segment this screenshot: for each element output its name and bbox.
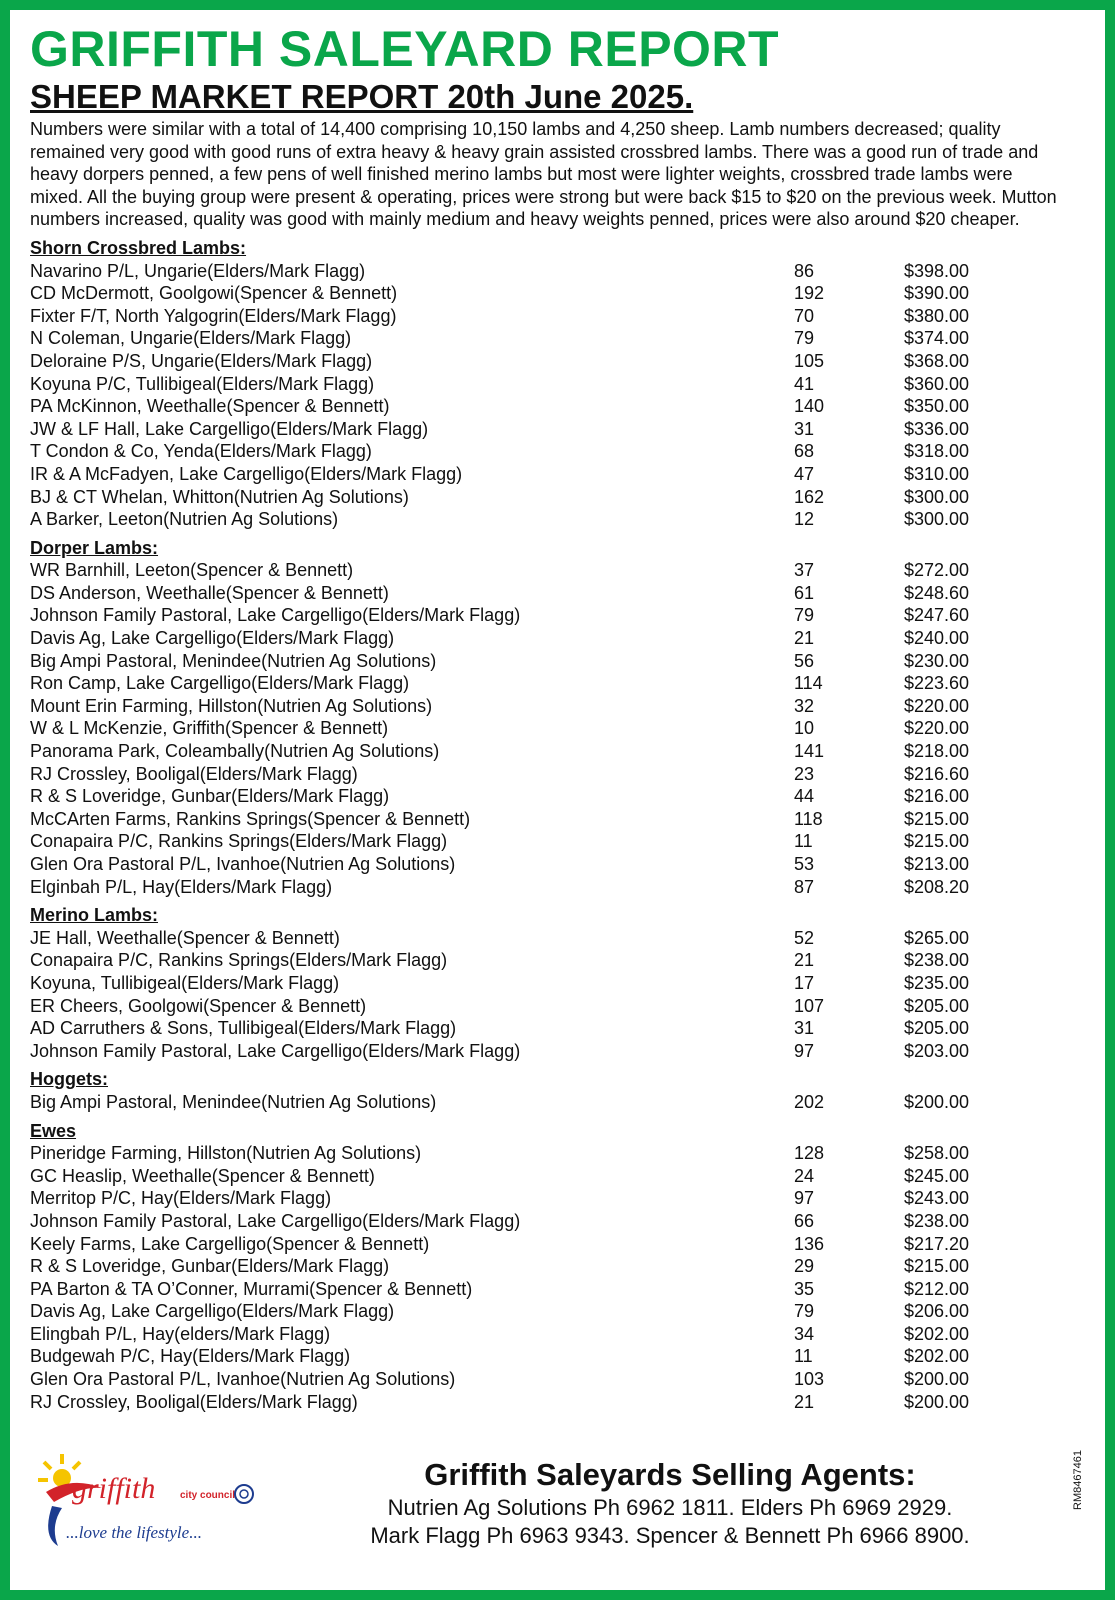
g-stroke-shape — [48, 1506, 62, 1546]
result-row — [30, 1165, 1090, 1188]
head-count: 79 — [794, 605, 815, 626]
result-row — [30, 418, 1090, 441]
head-count: 114 — [794, 673, 823, 694]
head-count: 31 — [794, 1018, 815, 1039]
vendor-name: Koyuna P/C, Tullibigeal(Elders/Mark Flagg) — [30, 373, 375, 394]
report-subtitle: SHEEP MARKET REPORT 20th June 2025. — [30, 78, 694, 115]
vendor-name: Keely Farms, Lake Cargelligo(Spencer & Bennett) — [30, 1233, 430, 1254]
result-row — [30, 305, 1090, 328]
head-count: 31 — [794, 418, 815, 439]
report-title: GRIFFITH SALEYARD REPORT — [30, 21, 780, 77]
price: $336.00 — [904, 418, 970, 439]
price: $223.60 — [904, 673, 970, 694]
price: $247.60 — [904, 605, 970, 626]
head-count: 34 — [794, 1323, 815, 1344]
report-body — [30, 20, 1090, 1413]
head-count: 24 — [794, 1165, 815, 1186]
price: $230.00 — [904, 650, 970, 671]
head-count: 66 — [794, 1210, 815, 1231]
vendor-name: RJ Crossley, Booligal(Elders/Mark Flagg) — [30, 763, 358, 784]
price: $208.20 — [904, 876, 970, 897]
result-row — [30, 260, 1090, 283]
head-count: 10 — [794, 718, 815, 739]
price: $272.00 — [904, 560, 970, 581]
head-count: 79 — [794, 328, 815, 349]
head-count: 68 — [794, 441, 815, 462]
vendor-name: R & S Loveridge, Gunbar(Elders/Mark Flagg) — [30, 786, 390, 807]
head-count: 52 — [794, 927, 815, 948]
result-row — [30, 1323, 1090, 1346]
result-row — [30, 604, 1090, 627]
logo-graphic — [32, 1446, 262, 1556]
section-title: Merino Lambs: — [30, 905, 159, 926]
vendor-name: JW & LF Hall, Lake Cargelligo(Elders/Mark Flagg) — [30, 418, 429, 439]
selling-agents — [300, 1456, 1040, 1550]
result-row — [30, 1017, 1090, 1040]
head-count: 118 — [794, 808, 823, 829]
result-row — [30, 1255, 1090, 1278]
head-count: 37 — [794, 560, 815, 581]
vendor-name: BJ & CT Whelan, Whitton(Nutrien Ag Solutions) — [30, 486, 409, 507]
price: $368.00 — [904, 350, 970, 371]
agents-contacts-line-1: Nutrien Ag Solutions Ph 6962 1811. Elders Ph 6969 2929. — [387, 1495, 953, 1520]
vendor-name: Elingbah P/L, Hay(elders/Mark Flagg) — [30, 1323, 331, 1344]
vendor-name: JE Hall, Weethalle(Spencer & Bennett) — [30, 927, 340, 948]
section-title: Ewes — [30, 1120, 77, 1141]
head-count: 17 — [794, 972, 815, 993]
result-row — [30, 373, 1090, 396]
logo-wordmark: griffith — [72, 1472, 156, 1505]
vendor-name: Panorama Park, Coleambally(Nutrien Ag Solutions) — [30, 741, 440, 762]
head-count: 192 — [794, 283, 825, 304]
result-row — [30, 350, 1090, 373]
result-row — [30, 559, 1090, 582]
price: $203.00 — [904, 1040, 970, 1061]
emblem-icon — [235, 1485, 253, 1503]
result-row — [30, 508, 1090, 531]
result-row — [30, 763, 1090, 786]
section — [30, 1120, 1090, 1414]
agents-contacts-line-2: Mark Flagg Ph 6963 9343. Spencer & Bennett Ph 6966 8900. — [370, 1523, 970, 1548]
price: $220.00 — [904, 695, 970, 716]
head-count: 21 — [794, 628, 815, 649]
result-row — [30, 853, 1090, 876]
price: $390.00 — [904, 283, 970, 304]
price: $300.00 — [904, 509, 970, 530]
vendor-name: Fixter F/T, North Yalgogrin(Elders/Mark Flagg) — [30, 305, 397, 326]
price: $206.00 — [904, 1301, 970, 1322]
head-count: 79 — [794, 1301, 815, 1322]
vendor-name: Davis Ag, Lake Cargelligo(Elders/Mark Flagg) — [30, 1301, 395, 1322]
price: $217.20 — [904, 1233, 970, 1254]
market-summary: Numbers were similar with a total of 14,400 comprising 10,150 lambs and 4,250 sheep. Lamb numbers decreased; quality remained very good with good runs of extra heavy & heavy grain assisted crossbred lambs. There was a good run of trade and heavy dorpers penned, a few pens of well finished merino lambs but most were lighter weights, crossbred trade lambs were mixed. All the buying group were present & operating, prices were strong but were back $15 to $20 on the previous week. Mutton numbers increased, quality was good with mainly medium and heavy weights penned, prices were also around $20 cheaper. — [30, 119, 1057, 230]
price: $200.00 — [904, 1369, 970, 1390]
head-count: 97 — [794, 1040, 815, 1061]
price: $216.00 — [904, 786, 970, 807]
vendor-name: IR & A McFadyen, Lake Cargelligo(Elders/Mark Flagg) — [30, 463, 463, 484]
vendor-name: Budgewah P/C, Hay(Elders/Mark Flagg) — [30, 1346, 351, 1367]
vendor-name: Koyuna, Tullibigeal(Elders/Mark Flagg) — [30, 972, 340, 993]
vendor-name: Johnson Family Pastoral, Lake Cargelligo(Elders/Mark Flagg) — [30, 605, 521, 626]
head-count: 86 — [794, 260, 815, 281]
head-count: 44 — [794, 786, 815, 807]
vendor-name: Big Ampi Pastoral, Menindee(Nutrien Ag Solutions) — [30, 1091, 437, 1112]
price: $205.00 — [904, 995, 970, 1016]
head-count: 140 — [794, 396, 825, 417]
vendor-name: GC Heaslip, Weethalle(Spencer & Bennett) — [30, 1165, 375, 1186]
vendor-name: WR Barnhill, Leeton(Spencer & Bennett) — [30, 560, 354, 581]
head-count: 47 — [794, 463, 815, 484]
result-row — [30, 785, 1090, 808]
price: $200.00 — [904, 1091, 970, 1112]
head-count: 11 — [794, 1346, 813, 1367]
griffith-city-council-logo — [32, 1446, 262, 1556]
head-count: 162 — [794, 486, 825, 507]
section — [30, 237, 1090, 531]
head-count: 12 — [794, 509, 815, 530]
result-row — [30, 876, 1090, 899]
price: $218.00 — [904, 741, 970, 762]
vendor-name: Glen Ora Pastoral P/L, Ivanhoe(Nutrien Ag Solutions) — [30, 854, 456, 874]
result-row — [30, 830, 1090, 853]
vendor-name: ER Cheers, Goolgowi(Spencer & Bennett) — [30, 995, 367, 1016]
vendor-name: PA Barton & TA O’Conner, Murrami(Spencer & Bennett) — [30, 1278, 473, 1299]
head-count: 105 — [794, 350, 825, 371]
head-count: 23 — [794, 763, 815, 784]
result-row — [30, 486, 1090, 509]
section — [30, 537, 1090, 899]
head-count: 103 — [794, 1369, 825, 1390]
price: $215.00 — [904, 808, 970, 829]
vendor-name: R & S Loveridge, Gunbar(Elders/Mark Flagg) — [30, 1256, 390, 1277]
vendor-name: CD McDermott, Goolgowi(Spencer & Bennett) — [30, 283, 398, 304]
price: $212.00 — [904, 1278, 970, 1299]
head-count: 107 — [794, 995, 825, 1016]
vendor-name: DS Anderson, Weethalle(Spencer & Bennett) — [30, 582, 389, 603]
result-row — [30, 1187, 1090, 1210]
result-row — [30, 627, 1090, 650]
head-count: 87 — [794, 876, 815, 897]
head-count: 97 — [794, 1188, 815, 1209]
price: $350.00 — [904, 396, 970, 417]
reference-number: RM8467461 — [1072, 1450, 1084, 1510]
vendor-name: Mount Erin Farming, Hillston(Nutrien Ag Solutions) — [30, 695, 433, 716]
head-count: 35 — [794, 1278, 815, 1299]
result-row — [30, 1278, 1090, 1301]
result-row — [30, 395, 1090, 418]
head-count: 41 — [794, 373, 815, 394]
vendor-name: N Coleman, Ungarie(Elders/Mark Flagg) — [30, 328, 352, 349]
price: $300.00 — [904, 486, 970, 507]
result-row — [30, 995, 1090, 1018]
sale-results — [30, 237, 1090, 1413]
section-title: Shorn Crossbred Lambs: — [30, 237, 247, 258]
vendor-name: Johnson Family Pastoral, Lake Cargelligo(Elders/Mark Flagg) — [30, 1040, 521, 1061]
result-row — [30, 1300, 1090, 1323]
price: $265.00 — [904, 927, 970, 948]
price: $258.00 — [904, 1143, 970, 1164]
result-row — [30, 1233, 1090, 1256]
result-row — [30, 650, 1090, 673]
price: $398.00 — [904, 260, 970, 281]
vendor-name: Ron Camp, Lake Cargelligo(Elders/Mark Flagg) — [30, 673, 410, 694]
vendor-name: Pineridge Farming, Hillston(Nutrien Ag Solutions) — [30, 1143, 422, 1164]
price: $243.00 — [904, 1188, 970, 1209]
price: $202.00 — [904, 1323, 970, 1344]
price: $360.00 — [904, 373, 970, 394]
head-count: 56 — [794, 650, 815, 671]
price: $380.00 — [904, 305, 970, 326]
price: $215.00 — [904, 1256, 970, 1277]
vendor-name: Navarino P/L, Ungarie(Elders/Mark Flagg) — [30, 260, 366, 281]
price: $215.00 — [904, 831, 970, 852]
head-count: 29 — [794, 1256, 815, 1277]
result-row — [30, 927, 1090, 950]
agents-title: Griffith Saleyards Selling Agents: — [424, 1457, 916, 1492]
price: $220.00 — [904, 718, 970, 739]
price: $238.00 — [904, 950, 970, 971]
result-row — [30, 808, 1090, 831]
head-count: 11 — [794, 831, 813, 852]
result-row — [30, 440, 1090, 463]
vendor-name: Big Ampi Pastoral, Menindee(Nutrien Ag Solutions) — [30, 650, 437, 671]
logo-tagline: ...love the lifestyle... — [66, 1523, 202, 1542]
result-row — [30, 740, 1090, 763]
head-count: 53 — [794, 854, 815, 874]
price: $205.00 — [904, 1018, 970, 1039]
section — [30, 1068, 1090, 1113]
head-count: 202 — [794, 1091, 825, 1112]
result-row — [30, 1210, 1090, 1233]
result-row — [30, 463, 1090, 486]
vendor-name: Johnson Family Pastoral, Lake Cargelligo(Elders/Mark Flagg) — [30, 1210, 521, 1231]
head-count: 21 — [794, 1391, 815, 1412]
result-row — [30, 972, 1090, 995]
head-count: 70 — [794, 305, 815, 326]
price: $200.00 — [904, 1391, 970, 1412]
price: $235.00 — [904, 972, 970, 993]
result-row — [30, 672, 1090, 695]
result-row — [30, 695, 1090, 718]
head-count: 128 — [794, 1143, 825, 1164]
vendor-name: Merritop P/C, Hay(Elders/Mark Flagg) — [30, 1188, 332, 1209]
result-row — [30, 1091, 1090, 1114]
vendor-name: Deloraine P/S, Ungarie(Elders/Mark Flagg) — [30, 350, 373, 371]
result-row — [30, 582, 1090, 605]
price: $213.00 — [904, 854, 970, 874]
vendor-name: RJ Crossley, Booligal(Elders/Mark Flagg) — [30, 1391, 358, 1412]
head-count: 32 — [794, 695, 815, 716]
result-row — [30, 1368, 1090, 1391]
result-row — [30, 1345, 1090, 1368]
vendor-name: Conapaira P/C, Rankins Springs(Elders/Mark Flagg) — [30, 950, 448, 971]
vendor-name: McCArten Farms, Rankins Springs(Spencer & Bennett) — [30, 808, 471, 829]
price: $245.00 — [904, 1165, 970, 1186]
price: $240.00 — [904, 628, 970, 649]
section-title: Dorper Lambs: — [30, 537, 159, 558]
result-row — [30, 282, 1090, 305]
section-title: Hoggets: — [30, 1069, 108, 1090]
price: $238.00 — [904, 1210, 970, 1231]
result-row — [30, 949, 1090, 972]
vendor-name: W & L McKenzie, Griffith(Spencer & Bennett) — [30, 718, 389, 739]
vendor-name: Elginbah P/L, Hay(Elders/Mark Flagg) — [30, 876, 333, 897]
head-count: 141 — [794, 741, 825, 762]
vendor-name: Conapaira P/C, Rankins Springs(Elders/Mark Flagg) — [30, 831, 448, 852]
vendor-name: PA McKinnon, Weethalle(Spencer & Bennett) — [30, 396, 390, 417]
vendor-name: A Barker, Leeton(Nutrien Ag Solutions) — [30, 509, 339, 530]
price: $318.00 — [904, 441, 970, 462]
head-count: 21 — [794, 950, 815, 971]
price: $374.00 — [904, 328, 970, 349]
price: $248.60 — [904, 582, 970, 603]
price: $202.00 — [904, 1346, 970, 1367]
footer — [0, 1446, 1115, 1596]
vendor-name: Davis Ag, Lake Cargelligo(Elders/Mark Flagg) — [30, 628, 395, 649]
result-row — [30, 1142, 1090, 1165]
logo-council-text: city council — [180, 1490, 236, 1501]
section — [30, 904, 1090, 1062]
result-row — [30, 1391, 1090, 1414]
head-count: 136 — [794, 1233, 825, 1254]
result-row — [30, 1040, 1090, 1063]
vendor-name: T Condon & Co, Yenda(Elders/Mark Flagg) — [30, 441, 372, 462]
vendor-name: Glen Ora Pastoral P/L, Ivanhoe(Nutrien Ag Solutions) — [30, 1369, 456, 1390]
price: $216.60 — [904, 763, 970, 784]
result-row — [30, 327, 1090, 350]
result-row — [30, 717, 1090, 740]
vendor-name: AD Carruthers & Sons, Tullibigeal(Elders/Mark Flagg) — [30, 1018, 457, 1039]
price: $310.00 — [904, 463, 970, 484]
head-count: 61 — [794, 582, 815, 603]
